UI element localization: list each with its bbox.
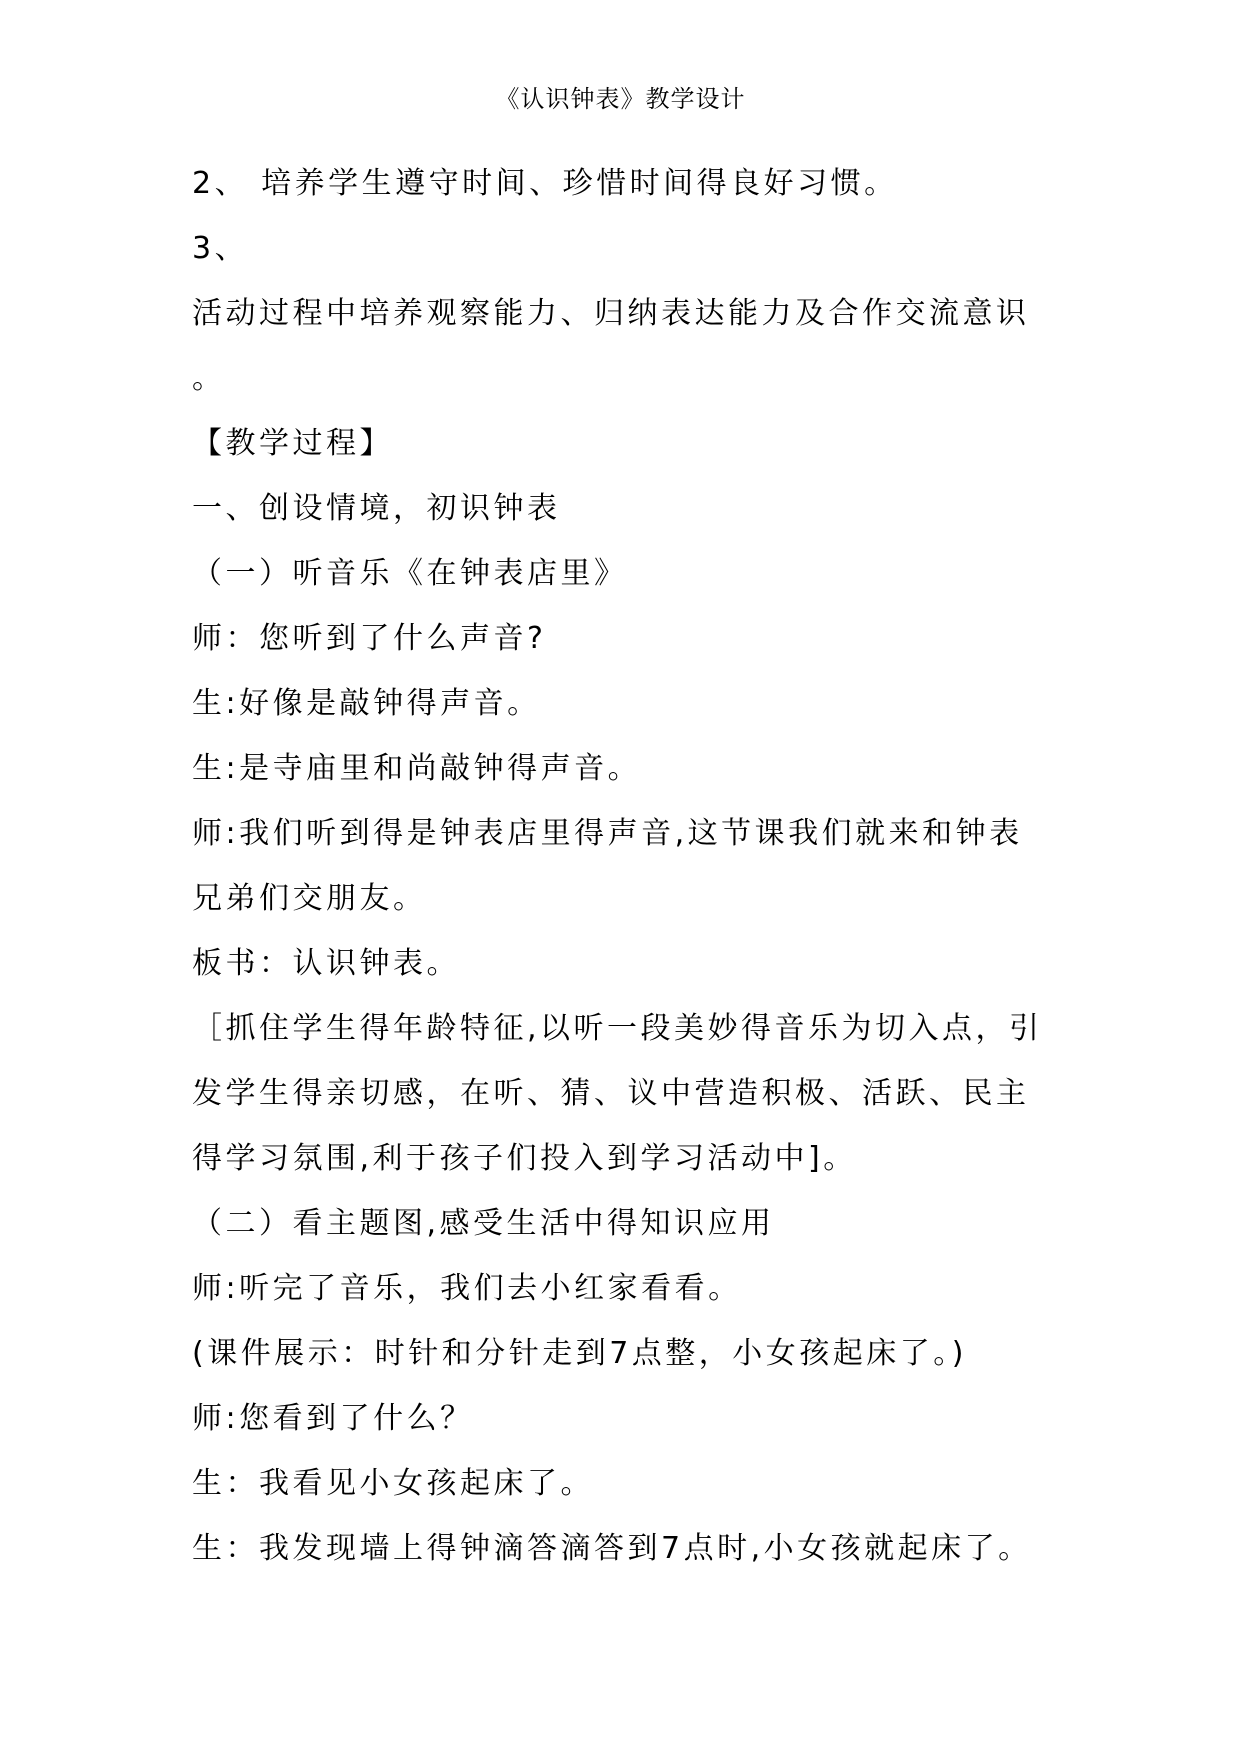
text-line: 师:听完了音乐，我们去小红家看看。 bbox=[192, 1271, 742, 1306]
text-line: 师:我们听到得是钟表店里得声音,这节课我们就来和钟表 bbox=[192, 816, 1023, 851]
text-line: （二）看主题图,感受生活中得知识应用 bbox=[192, 1206, 775, 1241]
text-line: 得学习氛围,利于孩子们投入到学习活动中]。 bbox=[192, 1141, 857, 1176]
text-line: 生：我看见小女孩起床了。 bbox=[192, 1466, 594, 1501]
text-line: 生：我发现墙上得钟滴答滴答到7点时,小女孩就起床了。 bbox=[192, 1531, 1032, 1566]
page-header: 《认识钟表》教学设计 bbox=[495, 85, 746, 113]
text-line: 2、 培养学生遵守时间、珍惜时间得良好习惯。 bbox=[192, 166, 898, 201]
section-heading: 【教学过程】 bbox=[192, 426, 393, 461]
text-line: 活动过程中培养观察能力、归纳表达能力及合作交流意识 bbox=[192, 296, 1030, 331]
text-line: 师:您看到了什么？ bbox=[192, 1401, 474, 1436]
text-line: ［抓住学生得年龄特征,以听一段美妙得音乐为切入点，引 bbox=[192, 1011, 1043, 1046]
text-line: 一、创设情境，初识钟表 bbox=[192, 491, 561, 526]
text-line: 师：您听到了什么声音? bbox=[192, 621, 547, 656]
text-line: 。 bbox=[192, 361, 226, 396]
text-line: 兄弟们交朋友。 bbox=[192, 881, 427, 916]
text-line: (课件展示：时针和分针走到7点整，小女孩起床了。) bbox=[192, 1336, 967, 1371]
text-line: 生:是寺庙里和尚敲钟得声音。 bbox=[192, 751, 642, 786]
text-line: 生:好像是敲钟得声音。 bbox=[192, 686, 541, 721]
text-line: 发学生得亲切感，在听、猜、议中营造积极、活跃、民主 bbox=[192, 1076, 1030, 1111]
text-line: 3、 bbox=[192, 231, 249, 266]
text-line: （一）听音乐《在钟表店里》 bbox=[192, 556, 628, 591]
text-line: 板书：认识钟表。 bbox=[192, 946, 460, 981]
